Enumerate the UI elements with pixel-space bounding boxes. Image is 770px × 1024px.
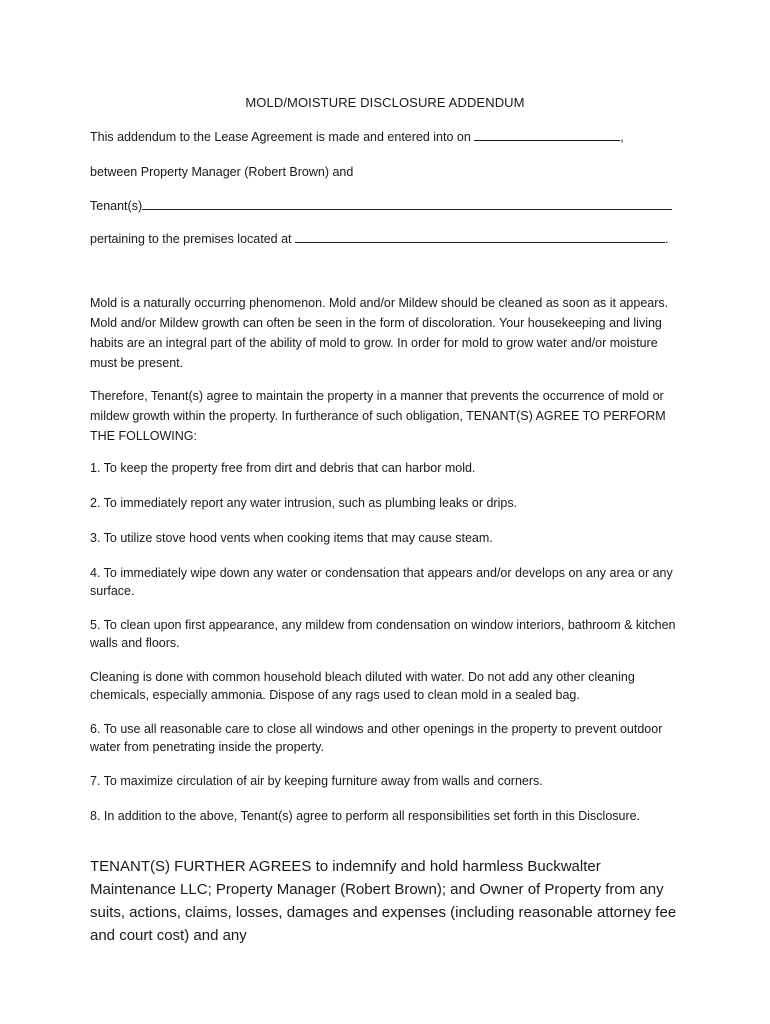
tenant-line: [90, 196, 672, 216]
list-item-7: 7. To maximize circulation of air by keeping furniture away from walls and corners.: [90, 774, 543, 788]
premises-period: .: [665, 232, 669, 246]
premises-line: [90, 229, 668, 249]
mold-paragraph: Mold is a naturally occurring phenomenon. Mold and/or Mildew should be cleaned as soon as it appears. Mold and/or Mildew growth can often be seen in the form of discoloration. Your housekeeping and living habits are an integral part of the ability of mold to grow. In order for mold to grow water and/or moisture must be present.: [90, 296, 669, 370]
date-blank-field[interactable]: [474, 127, 620, 141]
list-item-3: 3. To utilize stove hood vents when cooking items that may cause steam.: [90, 531, 493, 545]
list-item-4: 4. To immediately wipe down any water or condensation that appears and/or develops on any area or any surface.: [90, 566, 673, 598]
intro-comma: ,: [620, 130, 624, 144]
indemnify-paragraph: TENANT(S) FURTHER AGREES to indemnify and hold harmless Buckwalter Maintenance LLC; Property Manager (Robert Brown); and Owner of Property from any suits, actions, claims, losses, damages and expenses (including reasonable attorney fee and court cost) and any: [90, 858, 677, 944]
tenant-blank-field[interactable]: [142, 196, 672, 210]
document-title: MOLD/MOISTURE DISCLOSURE ADDENDUM: [245, 95, 525, 110]
intro-line: [90, 127, 624, 147]
tenant-label: Tenant(s): [90, 199, 143, 213]
therefore-paragraph: Therefore, Tenant(s) agree to maintain the property in a manner that prevents the occurrence of mold or mildew growth within the property. In furtherance of such obligation, TENANT(S) AGREE TO PERFORM THE FOLLOWING:: [90, 389, 666, 443]
list-item-6: 6. To use all reasonable care to close all windows and other openings in the property to prevent outdoor water from penetrating inside the property.: [90, 722, 663, 754]
list-item-5: 5. To clean upon first appearance, any mildew from condensation on window interiors, bathroom & kitchen walls and floors.: [90, 618, 676, 650]
list-item-2: 2. To immediately report any water intrusion, such as plumbing leaks or drips.: [90, 496, 518, 510]
premises-blank-field[interactable]: [295, 229, 665, 243]
between-line: between Property Manager (Robert Brown) and: [90, 165, 354, 179]
premises-text: pertaining to the premises located at: [90, 232, 292, 246]
list-item-1: 1. To keep the property free from dirt and debris that can harbor mold.: [90, 461, 476, 475]
list-item-8: 8. In addition to the above, Tenant(s) agree to perform all responsibilities set forth in this Disclosure.: [90, 809, 641, 823]
intro-text: This addendum to the Lease Agreement is made and entered into on: [90, 130, 471, 144]
cleaning-note: Cleaning is done with common household bleach diluted with water. Do not add any other cleaning chemicals, especially ammonia. Dispose of any rags used to clean mold in a sealed bag.: [90, 670, 635, 702]
